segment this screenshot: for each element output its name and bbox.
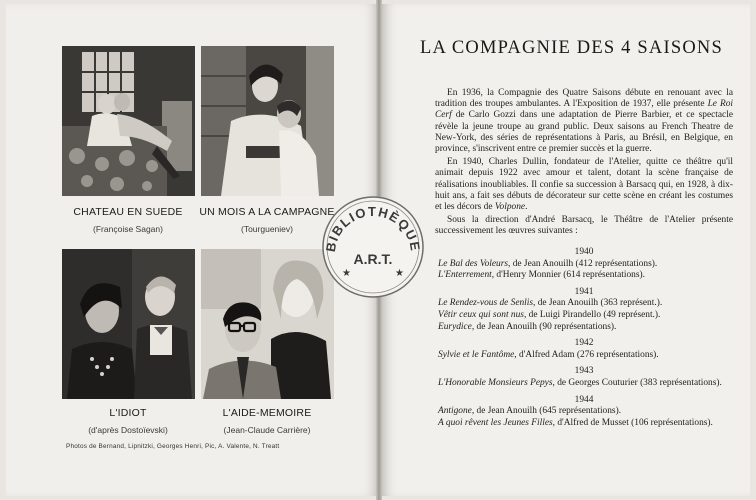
work-details: , de Georges Couturier (383 représentations). [552,377,722,388]
history-text [435,88,733,238]
photo-title: L'AIDE-MEMOIRE [222,407,312,419]
work-details: , de Jean Anouilh (90 représentations). [471,321,617,332]
work-entry [435,298,733,310]
paragraph [435,88,733,155]
work-title: Antigone [438,406,472,417]
work-title: Le Roi Cerf [435,99,733,121]
photo-title: CHATEAU EN SUEDE [73,206,183,218]
work-details: , d'Alfred de Musset (106 représentations). [552,417,713,428]
season-year: 1943 [574,366,594,377]
caption-chateau-en-suede [53,206,203,234]
work-details: , de Jean Anouilh (363 représent.). [533,298,663,309]
work-entry [435,350,733,362]
work-entry [435,270,733,282]
photo-subtitle: (d'après Dostoïevski) [88,425,168,435]
caption-l-idiot [53,407,203,435]
season-year: 1941 [574,286,594,297]
stamp-top-text: BIBLIOTHÈQUE [322,203,424,254]
work-title: Le Bal des Voleurs [438,258,509,269]
work-title: A quoi rêvent les Jeunes Filles [438,417,553,428]
work-title: Vêtir ceux qui sont nus [438,309,524,320]
works-list [435,247,733,429]
text-run: . [525,202,528,213]
season-year: 1944 [574,394,594,405]
paragraph [435,215,733,237]
photo-l-idiot [62,249,195,399]
work-entry [435,378,733,390]
photo-chateau-en-suede [62,46,195,196]
work-details: , de Jean Anouilh (645 représentations). [471,406,622,417]
work-entry [435,418,733,430]
work-title: Eurydice [438,321,472,332]
photo-credits: Photos de Bernand, Lipnitzki, Georges Henri, Pic, A. Valente, N. Treatt [66,443,280,450]
work-details: , d'Henry Monnier (614 représentations). [491,270,645,281]
season-year: 1942 [574,338,594,349]
text-run: En 1940, Charles Dullin, fondateur de l'Atelier, quitte ce théâtre qu'il animait depuis 1922 avec amour et talent, dotant la scène française de réalisations inoubliables. Il confie sa succession à Barsacq qui, en 1928, à dix-huit ans, a fait ses débuts de décorateur sur cette scène en créant les costumes et les décors de [435,157,733,213]
work-title: L'Honorable Monsieurs Pepys [438,377,553,388]
star-icon: ★ [342,268,351,279]
work-entry [435,406,733,418]
stamp-center-text: A.R.T. [353,251,393,267]
work-title: Volpone [494,202,526,213]
season-year: 1940 [574,247,594,257]
text-run: de Carlo Gozzi dans une adaptation de Pierre Barbier, et ce spectacle révèle la jeune troupe au grand public. Deux saisons au French Theatre de New-York, des séries de représentations à Paris, au Brésil, en Belgique, en province, s'inscrivent entre ce premier succès et la guerre. [435,110,733,155]
work-title: L'Enterrement [438,270,492,281]
work-details: , de Jean Anouilh (412 représentations). [508,258,658,269]
photo-title: L'IDIOT [109,407,147,419]
photo-subtitle: (Françoise Sagan) [93,224,163,234]
work-details: , de Luigi Pirandello (49 représent.). [523,309,661,320]
photo-title: UN MOIS A LA CAMPAGNE [199,206,335,218]
photo-subtitle: (Tourgueniev) [241,224,293,234]
library-stamp [318,192,428,302]
work-entry [435,322,733,334]
photo-subtitle: (Jean-Claude Carrière) [223,425,311,435]
text-run: Sous la direction d'André Barsacq, le Théâtre de l'Atelier présente successivement les œuvres suivantes : [435,215,733,237]
work-details: , d'Alfred Adam (276 représentations). [514,349,659,360]
work-entry [435,310,733,322]
paragraph [435,157,733,213]
work-title: Le Rendez-vous de Senlis [438,298,534,309]
caption-l-aide-memoire [192,407,342,435]
photo-l-aide-memoire [201,249,334,399]
page-title: LA COMPAGNIE DES 4 SAISONS [420,38,723,58]
text-run: En 1936, la Compagnie des Quatre Saisons débute en renouant avec la tradition des troupes ambulantes. A l'Exposition de 1937, elle présente [435,88,733,110]
work-title: Sylvie et le Fantôme [438,349,515,360]
photo-un-mois-a-la-campagne [201,46,334,196]
star-icon: ★ [395,268,404,279]
work-entry [435,259,733,271]
